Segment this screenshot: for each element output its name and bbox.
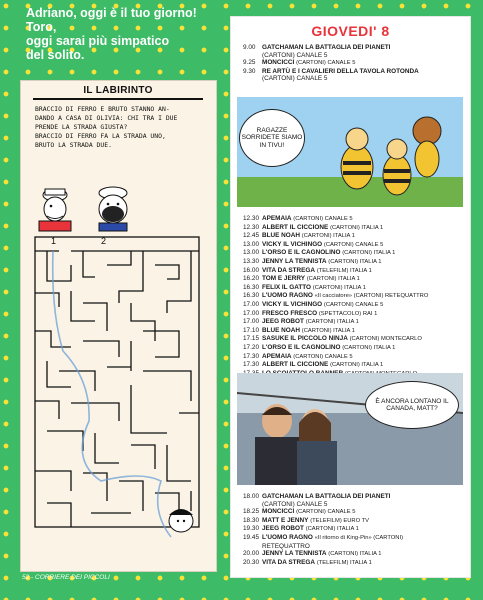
program-title: ALBERT IL CICCIONE <box>262 361 329 369</box>
schedule-time: 17.10 <box>243 326 259 334</box>
program-title: MONCICCI <box>262 508 295 516</box>
schedule-time: 9.25 <box>243 59 256 67</box>
schedule-time: 17.30 <box>243 352 259 360</box>
program-title: BLUE NOAH <box>262 232 300 240</box>
intro-line-2: oggi sarai più simpatico <box>26 34 170 48</box>
maze-illustration <box>31 181 203 551</box>
schedule-row <box>243 68 467 76</box>
schedule-row <box>243 267 467 276</box>
schedule-row <box>243 75 467 83</box>
schedule-time: 16.00 <box>243 266 259 274</box>
schedule-row <box>243 508 467 517</box>
schedule-time: 16.30 <box>243 283 259 291</box>
program-info: (CARTONI) ITALIA 1 <box>306 276 360 283</box>
schedule-row <box>243 559 467 568</box>
program-info: (CARTONI) ITALIA 1 <box>305 319 359 326</box>
schedule-row <box>243 501 467 509</box>
schedule-time: 17.00 <box>243 318 259 326</box>
schedule-row <box>243 258 467 267</box>
popeye-illustration <box>39 189 71 231</box>
program-title: VITA DA STREGA <box>262 266 316 274</box>
labyrinth-panel <box>20 80 217 572</box>
schedule-row <box>243 249 467 258</box>
schedule-row <box>243 543 467 551</box>
day-title: GIOVEDI' 8 <box>311 23 390 39</box>
program-title: L'ORSO E IL CAGNOLINO <box>262 249 341 257</box>
program-info: (CARTONI) ITALIA 1 <box>330 224 384 231</box>
program-title: BLUE NOAH <box>262 326 300 334</box>
program-info: (CARTONI) ITALIA 1 <box>312 284 366 291</box>
olive-oyl-illustration <box>169 509 193 532</box>
schedule-block-afternoon <box>243 215 467 378</box>
schedule-row <box>243 493 467 501</box>
page-footer: 52 - CORRIERE DEI PICCOLI <box>22 574 110 581</box>
schedule-time: 12.30 <box>243 215 259 222</box>
program-info: (CARTONI) CANALE 5 <box>293 353 353 360</box>
schedule-row <box>243 550 467 559</box>
labyrinth-title: IL LABIRINTO <box>33 85 203 100</box>
schedule-time: 9.30 <box>243 67 256 75</box>
program-info: RETEQUATTRO <box>262 542 310 550</box>
program-info: (CARTONI) MONTECARLO <box>349 336 422 343</box>
schedule-time: 18.00 <box>243 493 259 500</box>
program-info: (CARTONI) CANALE 5 <box>262 500 328 508</box>
program-info: «Il ritorno di King-Pin» (CARTONI) <box>314 534 404 541</box>
bluto-illustration <box>99 187 127 231</box>
schedule-time: 17.00 <box>243 300 259 308</box>
schedule-time: 12.30 <box>243 223 259 231</box>
schedule-time: 13.00 <box>243 249 259 257</box>
schedule-row <box>243 327 467 336</box>
schedule-row <box>243 284 467 293</box>
intro-line-3: del solito. <box>26 48 85 62</box>
schedule-row <box>243 310 467 319</box>
schedule-time: 20.00 <box>243 550 259 558</box>
schedule-row <box>243 275 467 284</box>
path-2-label: 2 <box>101 236 107 246</box>
schedule-row <box>243 344 467 353</box>
schedule-time: 19.45 <box>243 533 259 541</box>
schedule-time: 12.45 <box>243 232 259 240</box>
program-title: MONCICCI <box>262 59 295 67</box>
program-info: (SPETTACOLO) RAI 1 <box>318 310 378 317</box>
schedule-row <box>243 215 467 224</box>
program-info: (TELEFILM) ITALIA 1 <box>316 559 372 566</box>
schedule-row <box>243 224 467 233</box>
schedule-time: 16.30 <box>243 292 259 300</box>
program-title: VITA DA STREGA <box>262 558 316 566</box>
schedule-row <box>243 517 467 526</box>
schedule-time: 13.30 <box>243 257 259 265</box>
program-title: JEEG ROBOT <box>262 525 304 533</box>
schedule-block-morning <box>243 44 467 83</box>
schedule-row <box>243 59 467 68</box>
program-info: (CARTONI) CANALE 5 <box>262 75 328 83</box>
program-title: ALBERT IL CICCIONE <box>262 223 329 231</box>
program-info: (CARTONI) CANALE 5 <box>262 51 328 59</box>
horoscope-intro <box>26 6 211 62</box>
program-info: (TELEFILM) ITALIA 1 <box>316 267 372 274</box>
program-info: (CARTONI) ITALIA 1 <box>305 526 359 533</box>
program-title: SASUKE IL PICCOLO NINJA <box>262 335 348 343</box>
schedule-row <box>243 301 467 310</box>
apemaia-photo <box>237 97 463 207</box>
schedule-time: 17.00 <box>243 309 259 317</box>
schedule-time: 20.30 <box>243 558 259 566</box>
program-info: (CARTONI) CANALE 5 <box>293 216 353 222</box>
program-info: (CARTONI) CANALE 5 <box>296 509 356 516</box>
schedule-row <box>243 241 467 250</box>
program-title: JEEG ROBOT <box>262 318 304 326</box>
schedule-row <box>243 44 467 52</box>
program-title: APEMAIA <box>262 352 292 360</box>
program-info: (TELEFILM) EURO TV <box>310 517 370 524</box>
speech-bubble: RAGAZZE SORRIDETE SIAMO IN TIVU! <box>239 109 305 167</box>
schedule-time: 9.00 <box>243 44 256 51</box>
program-info: (CARTONI) ITALIA 1 <box>330 362 384 369</box>
schedule-time: 18.25 <box>243 508 259 516</box>
schedule-time: 19.30 <box>243 525 259 533</box>
path-1-label: 1 <box>51 236 57 246</box>
program-info: (CARTONI) ITALIA 1 <box>301 327 355 334</box>
program-title: GATCHAMAN LA BATTAGLIA DEI PIANETI <box>262 44 391 51</box>
program-title: APEMAIA <box>262 215 292 222</box>
program-title: TOM E JERRY <box>262 275 305 283</box>
tv-schedule-panel <box>230 16 471 578</box>
program-title: VICKY IL VICHINGO <box>262 240 323 248</box>
schedule-time: 18.30 <box>243 516 259 524</box>
schedule-time: 16.20 <box>243 275 259 283</box>
program-title: L'UOMO RAGNO <box>262 292 313 300</box>
program-info: (CARTONI) CANALE 5 <box>323 241 384 248</box>
schedule-time: 17.20 <box>243 343 259 351</box>
speech-bubble: È ANCORA LONTANO IL CANADA, MATT? <box>365 381 459 429</box>
labyrinth-text-line: BRACCIO DI FERRO E BRUTO STANNO AN- <box>35 105 170 113</box>
program-title: VICKY IL VICHINGO <box>262 300 323 308</box>
program-info: (CARTONI) ITALIA 1 <box>328 258 382 265</box>
program-title: RE ARTÙ E I CAVALIERI DELLA TAVOLA ROTONDA <box>262 67 419 75</box>
labyrinth-text-line: BRUTO LA STRADA DUE. <box>35 141 112 149</box>
labyrinth-text-line: BRACCIO DI FERRO FA LA STRADA UNO, <box>35 132 166 140</box>
matt-e-jenny-photo <box>237 373 463 485</box>
schedule-time: 17.30 <box>243 361 259 369</box>
program-title: GATCHAMAN LA BATTAGLIA DEI PIANETI <box>262 493 391 500</box>
intro-line-1: Adriano, oggi è il tuo giorno! Toro, <box>26 6 197 34</box>
labyrinth-text <box>35 105 205 150</box>
program-info: (CARTONI) CANALE 5 <box>323 301 384 308</box>
labyrinth-text-line: PRENDE LA STRADA GIUSTA? <box>35 123 128 131</box>
program-title: L'UOMO RAGNO <box>262 533 313 541</box>
program-title: JENNY LA TENNISTA <box>262 550 327 558</box>
program-info: (CARTONI) ITALIA 1 <box>342 250 396 257</box>
program-title: L'ORSO E IL CAGNOLINO <box>262 343 341 351</box>
schedule-row <box>243 335 467 344</box>
schedule-row <box>243 232 467 241</box>
program-title: FRESCO FRESCO <box>262 309 318 317</box>
schedule-row <box>243 52 467 60</box>
schedule-row <box>243 534 467 543</box>
program-info: (CARTONI) CANALE 5 <box>296 60 356 67</box>
program-info: «Il cacciatore» (CARTONI) RETEQUATTRO <box>314 293 429 300</box>
program-title: FELIX IL GATTO <box>262 283 311 291</box>
schedule-row <box>243 292 467 301</box>
schedule-row <box>243 318 467 327</box>
schedule-time: 17.15 <box>243 335 259 343</box>
schedule-block-evening <box>243 493 467 567</box>
program-info: (CARTONI) ITALIA 1 <box>328 551 382 558</box>
schedule-time: 13.00 <box>243 240 259 248</box>
maze-walls <box>35 237 199 527</box>
schedule-row <box>243 361 467 370</box>
labyrinth-text-line: DANDO A CASA DI OLIVIA: CHI TRA I DUE <box>35 114 178 122</box>
program-info: (CARTONI) ITALIA 1 <box>342 344 396 351</box>
program-title: JENNY LA TENNISTA <box>262 257 327 265</box>
schedule-row <box>243 353 467 362</box>
schedule-row <box>243 525 467 534</box>
program-info: (CARTONI) ITALIA 1 <box>301 233 355 240</box>
program-title: MATT E JENNY <box>262 516 309 524</box>
